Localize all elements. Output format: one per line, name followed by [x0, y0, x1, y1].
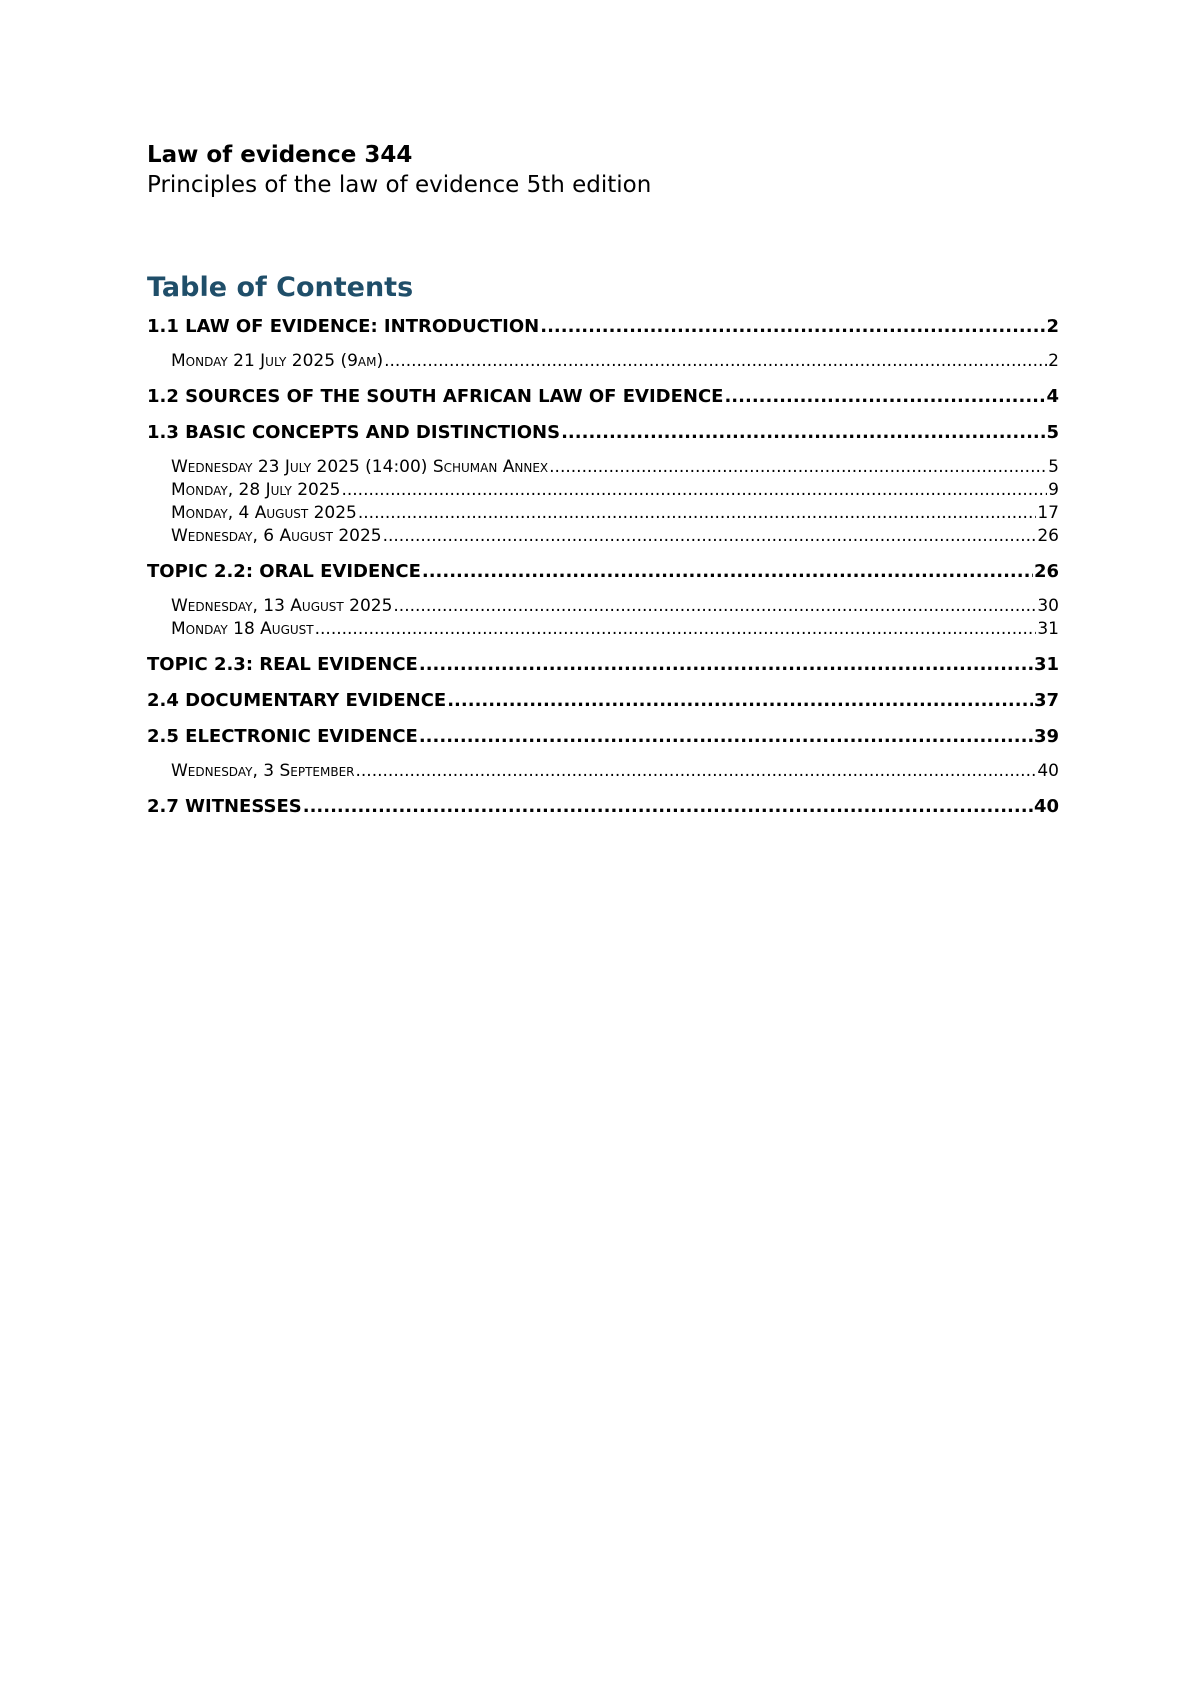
toc-entry-label: Monday 18 August: [171, 619, 314, 639]
toc-entry-page-number: 31: [1033, 654, 1059, 675]
toc-entry-label: 1.3 BASIC CONCEPTS AND DISTINCTIONS: [147, 422, 561, 443]
toc-heading: Table of Contents: [147, 272, 414, 303]
toc-entry-label: 2.5 ELECTRONIC EVIDENCE: [147, 726, 418, 747]
toc-entry-label: Wednesday 23 July 2025 (14:00) Schuman Annex: [171, 457, 549, 477]
toc-dot-leader: [383, 525, 1037, 548]
toc-entry-page-number: 31: [1037, 619, 1059, 639]
toc-entry-label: 1.1 LAW OF EVIDENCE: INTRODUCTION: [147, 316, 540, 337]
toc-entry-label: TOPIC 2.3: REAL EVIDENCE: [147, 654, 418, 675]
toc-entry-page-number: 5: [1048, 457, 1059, 477]
toc-entry[interactable]: [147, 456, 1059, 479]
toc-entry-label: Wednesday, 13 August 2025: [171, 596, 393, 616]
toc-entry-label: Monday, 28 July 2025: [171, 480, 341, 500]
toc-entry-page-number: 30: [1037, 596, 1059, 616]
toc-entry-label: Monday 21 July 2025 (9am): [171, 351, 384, 371]
toc-dot-leader: [419, 653, 1033, 677]
toc-entry[interactable]: [147, 350, 1059, 373]
toc-dot-leader: [341, 479, 1047, 502]
toc-dot-leader: [561, 421, 1045, 445]
toc-entry-label: 2.7 WITNESSES: [147, 796, 302, 817]
toc-entry[interactable]: [147, 502, 1059, 525]
toc-entry[interactable]: [147, 795, 1059, 819]
toc-entry-label: 2.4 DOCUMENTARY EVIDENCE: [147, 690, 447, 711]
toc-entry[interactable]: [147, 595, 1059, 618]
document-title: Law of evidence 344: [147, 142, 413, 168]
toc-entry[interactable]: [147, 421, 1059, 445]
toc-list: [147, 315, 1059, 819]
toc-entry-page-number: 37: [1033, 690, 1059, 711]
toc-entry[interactable]: [147, 560, 1059, 584]
document-page: [147, 140, 1059, 819]
toc-entry-page-number: 9: [1048, 480, 1059, 500]
toc-entry-label: Monday, 4 August 2025: [171, 503, 357, 523]
toc-entry-label: Wednesday, 6 August 2025: [171, 526, 382, 546]
toc-entry-page-number: 40: [1037, 761, 1059, 781]
toc-dot-leader: [549, 456, 1047, 479]
toc-dot-leader: [315, 618, 1037, 641]
toc-dot-leader: [384, 350, 1047, 373]
toc-entry-label: 1.2 SOURCES OF THE SOUTH AFRICAN LAW OF EVIDENCE: [147, 386, 724, 407]
toc-entry-page-number: 39: [1033, 726, 1059, 747]
toc-entry-page-number: 26: [1033, 561, 1059, 582]
toc-entry-page-number: 40: [1033, 796, 1059, 817]
toc-entry[interactable]: [147, 315, 1059, 339]
toc-entry[interactable]: [147, 760, 1059, 783]
toc-dot-leader: [303, 795, 1033, 819]
toc-dot-leader: [419, 725, 1033, 749]
toc-dot-leader: [422, 560, 1033, 584]
toc-entry-page-number: 2: [1046, 316, 1059, 337]
toc-entry-page-number: 2: [1048, 351, 1059, 371]
toc-entry-page-number: 17: [1037, 503, 1059, 523]
toc-dot-leader: [724, 385, 1045, 409]
toc-dot-leader: [447, 689, 1033, 713]
toc-entry[interactable]: [147, 653, 1059, 677]
toc-entry[interactable]: [147, 618, 1059, 641]
toc-dot-leader: [356, 760, 1037, 783]
toc-entry-label: Wednesday, 3 September: [171, 761, 355, 781]
toc-entry[interactable]: [147, 385, 1059, 409]
toc-entry-page-number: 26: [1037, 526, 1059, 546]
toc-entry[interactable]: [147, 725, 1059, 749]
toc-entry-page-number: 4: [1046, 386, 1059, 407]
toc-dot-leader: [540, 315, 1045, 339]
toc-dot-leader: [393, 595, 1036, 618]
toc-entry[interactable]: [147, 525, 1059, 548]
toc-entry-label: TOPIC 2.2: ORAL EVIDENCE: [147, 561, 421, 582]
toc-entry-page-number: 5: [1046, 422, 1059, 443]
document-subtitle: Principles of the law of evidence 5th edition: [147, 172, 652, 198]
toc-entry[interactable]: [147, 479, 1059, 502]
toc-dot-leader: [358, 502, 1036, 525]
toc-entry[interactable]: [147, 689, 1059, 713]
